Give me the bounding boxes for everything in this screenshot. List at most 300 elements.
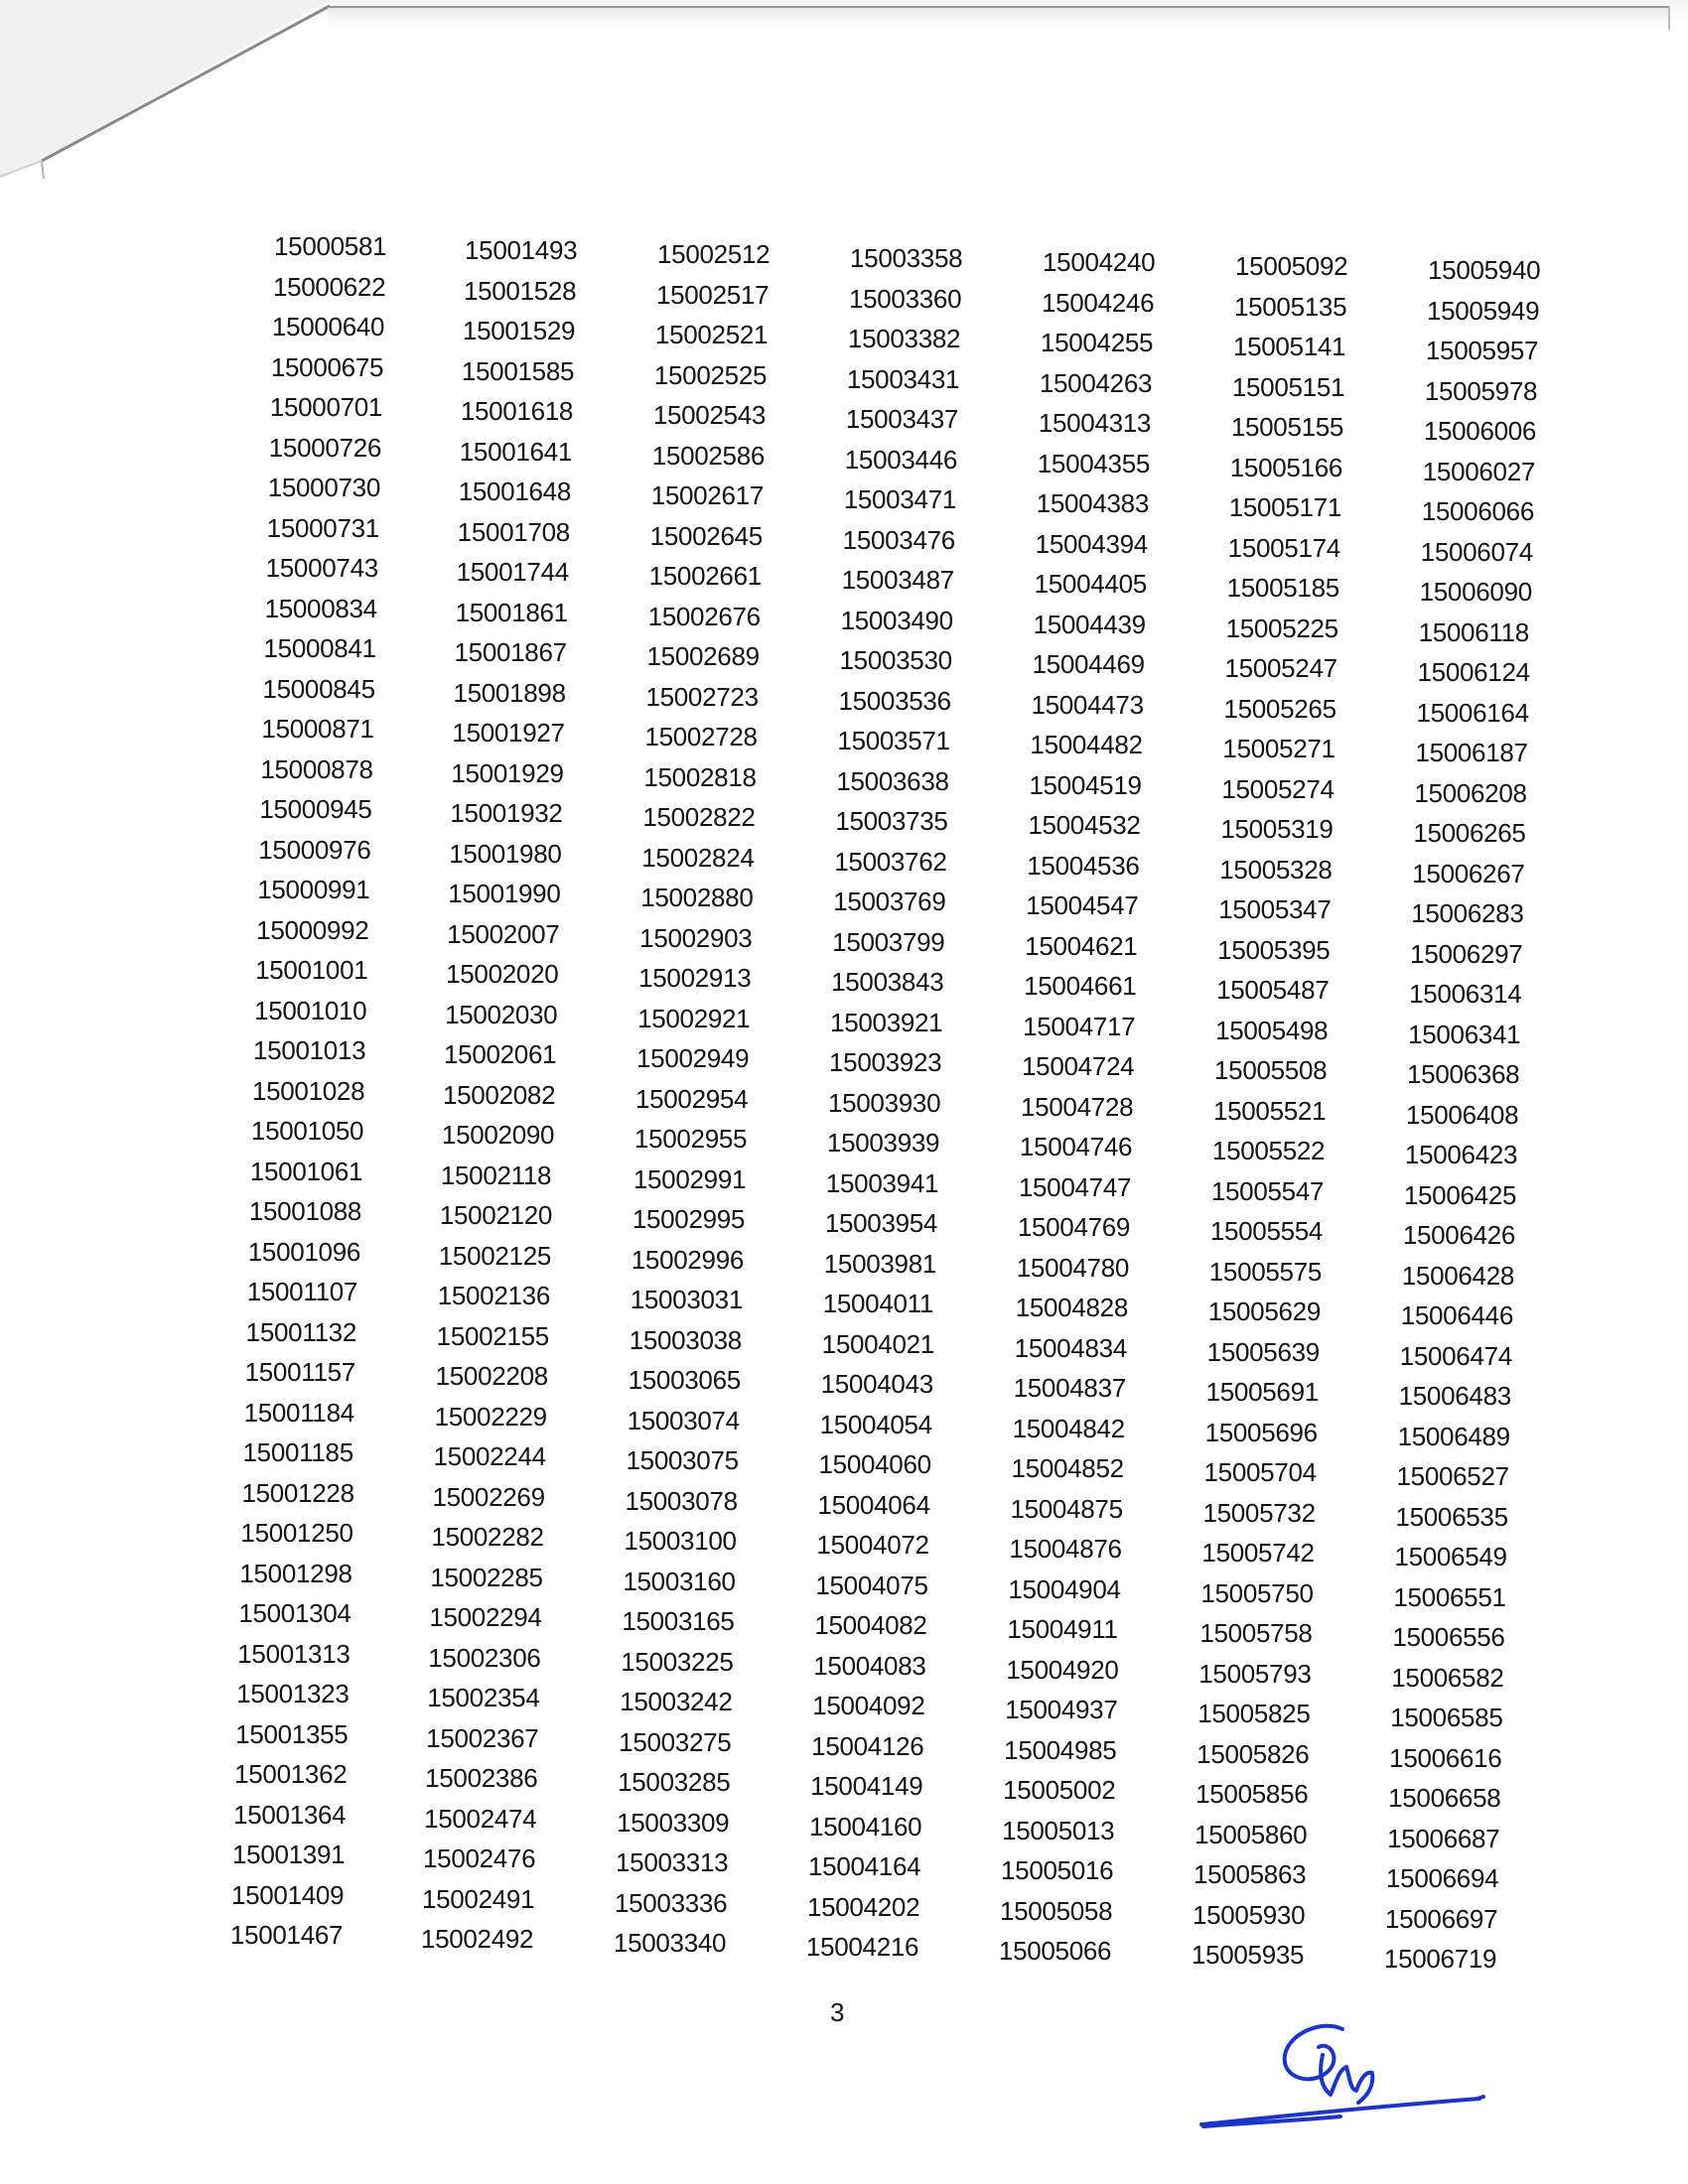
roll-number: 15002285 (430, 1562, 543, 1592)
roll-number: 15002282 (431, 1522, 544, 1552)
roll-number: 15005002 (1003, 1775, 1116, 1805)
roll-number: 15000945 (259, 794, 372, 824)
roll-number: 15004837 (1013, 1373, 1126, 1403)
roll-number: 15005750 (1200, 1577, 1314, 1608)
roll-number: 15001529 (462, 316, 576, 345)
roll-number: 15004937 (1005, 1695, 1118, 1724)
roll-number: 15002476 (423, 1843, 536, 1873)
roll-number: 15002996 (631, 1244, 745, 1275)
roll-number: 15005691 (1205, 1377, 1319, 1407)
roll-number: 15002954 (634, 1083, 749, 1114)
roll-number: 15003939 (826, 1128, 940, 1158)
roll-number: 15004911 (1007, 1614, 1118, 1644)
number-column-4 (805, 0, 989, 2085)
roll-number: 15006164 (1416, 697, 1529, 728)
roll-number: 15004920 (1006, 1654, 1119, 1685)
roll-number: 15006265 (1413, 818, 1526, 848)
roll-number: 15002586 (651, 440, 766, 471)
roll-number: 15003358 (850, 243, 963, 273)
roll-number: 15005547 (1210, 1175, 1325, 1206)
roll-number: 15004064 (817, 1489, 930, 1520)
roll-number: 15000622 (272, 271, 386, 302)
roll-number: 15006423 (1404, 1140, 1518, 1169)
roll-number: 15004519 (1029, 769, 1142, 800)
roll-number: 15001088 (248, 1196, 362, 1226)
roll-number: 15003065 (628, 1365, 741, 1395)
roll-number: 15001013 (253, 1035, 366, 1065)
roll-number: 15004439 (1033, 609, 1146, 639)
roll-number: 15003160 (623, 1566, 736, 1596)
number-column-1 (229, 0, 413, 2085)
roll-number: 15002995 (632, 1204, 746, 1234)
roll-number: 15004149 (810, 1771, 923, 1801)
roll-number: 15006066 (1421, 496, 1534, 526)
roll-number: 15004780 (1016, 1252, 1130, 1283)
roll-number: 15006658 (1388, 1783, 1501, 1813)
roll-number: 15003487 (841, 565, 954, 595)
roll-number: 15005013 (1002, 1815, 1115, 1845)
roll-number: 15006027 (1422, 456, 1536, 486)
roll-number: 15002020 (446, 959, 559, 989)
handwritten-signature (1192, 1995, 1489, 2144)
roll-number: 15001157 (244, 1357, 355, 1387)
roll-number: 15000976 (258, 834, 371, 865)
roll-number: 15004263 (1039, 367, 1153, 398)
roll-number: 15004126 (811, 1730, 924, 1761)
roll-number: 15002061 (444, 1039, 557, 1069)
roll-number: 15001355 (235, 1718, 349, 1749)
roll-number: 15002120 (439, 1200, 553, 1230)
roll-number: 15004164 (808, 1851, 921, 1881)
roll-number: 15004875 (1010, 1493, 1123, 1524)
roll-number: 15003360 (848, 283, 962, 314)
roll-number: 15001493 (465, 235, 578, 265)
roll-number: 15002367 (426, 1722, 539, 1753)
roll-number: 15003941 (825, 1167, 939, 1198)
roll-number: 15001708 (457, 516, 570, 547)
roll-number: 15004313 (1038, 408, 1152, 438)
roll-number: 15005732 (1202, 1497, 1316, 1528)
roll-number: 15004216 (805, 1932, 919, 1962)
roll-number: 15005395 (1217, 934, 1331, 965)
roll-number: 15005978 (1424, 375, 1538, 406)
roll-number: 15005155 (1230, 412, 1344, 442)
roll-number: 15001929 (451, 757, 564, 788)
roll-number: 15004355 (1037, 448, 1151, 478)
roll-number: 15001990 (448, 879, 561, 908)
roll-number: 15003843 (831, 967, 944, 997)
roll-number: 15000834 (264, 593, 377, 623)
roll-number: 15004072 (816, 1530, 929, 1560)
roll-number: 15003530 (839, 645, 952, 675)
roll-number: 15002880 (640, 883, 754, 912)
roll-number: 15003571 (837, 726, 950, 755)
roll-number: 15000675 (270, 351, 384, 382)
roll-number: 15002921 (637, 1003, 751, 1033)
roll-number: 15000581 (274, 231, 387, 261)
roll-number: 15002728 (644, 722, 758, 751)
roll-number: 15001409 (230, 1879, 345, 1910)
roll-number: 15004383 (1036, 488, 1149, 518)
roll-number: 15001298 (239, 1558, 352, 1588)
roll-number: 15002030 (445, 999, 558, 1029)
roll-number: 15003075 (626, 1445, 739, 1475)
roll-number: 15004469 (1032, 649, 1145, 679)
number-column-5 (998, 0, 1182, 2085)
roll-number: 15006719 (1383, 1944, 1497, 1974)
roll-number: 15005930 (1192, 1899, 1306, 1930)
roll-number: 15005935 (1191, 1940, 1305, 1970)
roll-number: 15001528 (463, 275, 577, 306)
roll-number: 15002474 (424, 1803, 537, 1834)
roll-number: 15000730 (267, 473, 380, 502)
roll-number: 15002491 (421, 1883, 535, 1914)
roll-number: 15001362 (234, 1759, 348, 1789)
roll-number: 15001898 (453, 677, 566, 708)
roll-number: 15006474 (1399, 1340, 1512, 1371)
roll-number: 15005629 (1207, 1297, 1321, 1326)
roll-number: 15004405 (1034, 569, 1147, 599)
roll-number: 15006090 (1419, 577, 1532, 607)
roll-number: 15004834 (1014, 1332, 1127, 1363)
roll-number: 15004621 (1025, 930, 1138, 961)
roll-number: 15001648 (458, 477, 571, 506)
roll-number: 15003431 (846, 363, 960, 394)
roll-number: 15001061 (249, 1156, 363, 1186)
roll-number: 15005174 (1227, 532, 1340, 563)
roll-number: 15005554 (1209, 1216, 1324, 1246)
roll-number: 15002090 (441, 1120, 555, 1150)
roll-number: 15004717 (1023, 1011, 1136, 1041)
roll-number: 15002824 (641, 842, 755, 873)
roll-number: 15001323 (236, 1679, 350, 1708)
roll-number: 15006006 (1423, 416, 1537, 446)
roll-number: 15002354 (427, 1683, 540, 1712)
roll-number: 15002617 (650, 480, 764, 510)
roll-number: 15000743 (265, 553, 378, 583)
roll-number: 15001184 (243, 1397, 354, 1428)
roll-number: 15001185 (242, 1437, 353, 1467)
roll-number: 15004532 (1028, 810, 1141, 840)
roll-number: 15005696 (1204, 1417, 1318, 1447)
roll-number: 15001744 (456, 557, 569, 587)
roll-number: 15001132 (245, 1316, 357, 1347)
roll-number: 15004011 (822, 1289, 934, 1318)
roll-number: 15006582 (1391, 1662, 1504, 1693)
roll-number: 15003074 (627, 1405, 740, 1435)
roll-number: 15005639 (1206, 1336, 1320, 1367)
roll-number: 15003446 (844, 444, 958, 475)
roll-number: 15004060 (818, 1449, 931, 1479)
roll-number: 15002525 (653, 359, 768, 390)
roll-number: 15003038 (629, 1324, 742, 1355)
roll-number: 15006551 (1393, 1581, 1506, 1612)
roll-number: 15001585 (461, 355, 575, 386)
roll-number: 15006483 (1398, 1381, 1511, 1411)
roll-number: 15002689 (646, 641, 760, 671)
roll-number: 15001028 (251, 1075, 365, 1106)
roll-number: 15006267 (1412, 858, 1525, 888)
roll-number: 15005328 (1219, 854, 1333, 885)
roll-number: 15004852 (1011, 1453, 1124, 1483)
roll-number: 15003769 (833, 887, 946, 916)
roll-number: 15006527 (1396, 1461, 1509, 1491)
roll-number: 15005135 (1233, 291, 1347, 322)
roll-number: 15005949 (1426, 295, 1540, 326)
roll-number: 15005265 (1223, 693, 1336, 724)
roll-number: 15003225 (621, 1646, 734, 1677)
roll-number: 15000731 (266, 512, 379, 543)
roll-number: 15003437 (845, 404, 959, 434)
roll-number: 15003031 (630, 1285, 743, 1314)
roll-number: 15001096 (247, 1236, 361, 1267)
roll-number: 15004043 (820, 1369, 933, 1399)
roll-number: 15005319 (1220, 814, 1334, 844)
roll-number: 15003275 (619, 1726, 732, 1757)
roll-number: 15000841 (263, 633, 376, 663)
roll-number: 15003762 (834, 846, 947, 877)
roll-number: 15006368 (1407, 1059, 1520, 1089)
roll-number: 15006341 (1408, 1019, 1521, 1049)
page-number: 3 (830, 1997, 845, 2027)
roll-number: 15000726 (268, 432, 382, 463)
roll-number: 15006446 (1400, 1300, 1513, 1330)
roll-number: 15003336 (614, 1887, 728, 1918)
roll-number: 15004054 (819, 1409, 932, 1439)
roll-number: 15005957 (1425, 336, 1539, 365)
roll-number: 15001304 (238, 1598, 352, 1628)
roll-number: 15003490 (840, 605, 953, 635)
roll-number: 15001867 (454, 637, 567, 667)
roll-number: 15005151 (1231, 371, 1345, 402)
roll-number: 15003309 (617, 1807, 730, 1838)
roll-number: 15001980 (449, 838, 562, 869)
roll-number: 15001861 (455, 597, 568, 627)
roll-number: 15002676 (647, 601, 761, 631)
roll-number: 15005825 (1197, 1699, 1311, 1728)
roll-number: 15000992 (256, 914, 369, 945)
roll-number: 15002118 (440, 1160, 552, 1190)
roll-number: 15004394 (1035, 528, 1148, 559)
roll-number: 15003923 (829, 1047, 942, 1077)
roll-number: 15002903 (639, 922, 753, 953)
roll-number: 15003382 (847, 324, 961, 353)
roll-number: 15005247 (1224, 653, 1337, 683)
roll-number: 15002492 (420, 1924, 534, 1954)
roll-number: 15005856 (1196, 1779, 1309, 1809)
roll-number: 15000845 (262, 673, 375, 704)
roll-number: 15004769 (1017, 1212, 1131, 1242)
roll-number: 15006314 (1409, 979, 1522, 1009)
roll-number: 15006074 (1420, 536, 1533, 567)
roll-number: 15003930 (827, 1087, 941, 1118)
roll-number: 15001641 (459, 436, 573, 467)
roll-number: 15003954 (824, 1208, 938, 1238)
roll-number: 15005487 (1216, 975, 1330, 1005)
roll-number: 15005058 (999, 1895, 1113, 1926)
roll-number: 15005940 (1428, 255, 1541, 285)
roll-number: 15003921 (830, 1007, 943, 1037)
roll-number: 15006556 (1392, 1622, 1505, 1652)
roll-number: 15003638 (836, 765, 949, 796)
roll-number: 15001050 (250, 1116, 364, 1146)
roll-number: 15006585 (1390, 1703, 1503, 1732)
roll-number: 15001932 (450, 798, 563, 828)
roll-number: 15006408 (1405, 1099, 1519, 1130)
roll-number: 15002512 (657, 239, 771, 269)
roll-number: 15002007 (447, 918, 560, 949)
roll-number: 15000640 (271, 312, 385, 341)
roll-number: 15002306 (428, 1642, 541, 1673)
roll-number: 15004728 (1020, 1091, 1134, 1122)
roll-number: 15002208 (435, 1361, 548, 1391)
roll-number: 15005575 (1208, 1256, 1323, 1287)
roll-number: 15004746 (1019, 1132, 1133, 1161)
roll-number: 15002229 (434, 1401, 547, 1432)
roll-number: 15005860 (1195, 1819, 1308, 1849)
roll-number: 15006697 (1384, 1903, 1498, 1934)
roll-number: 15003799 (832, 926, 945, 957)
roll-number: 15001927 (452, 718, 565, 748)
roll-number: 15002125 (438, 1240, 552, 1271)
roll-number: 15005508 (1214, 1055, 1328, 1085)
roll-number: 15005185 (1226, 573, 1339, 603)
roll-number: 15006616 (1389, 1742, 1502, 1773)
roll-number: 15002955 (633, 1124, 748, 1154)
roll-number: 15002818 (643, 761, 757, 792)
roll-number: 15001001 (255, 955, 368, 985)
number-column-3 (613, 0, 796, 2085)
roll-number: 15000871 (261, 714, 374, 744)
roll-number: 15005522 (1211, 1136, 1326, 1165)
roll-number: 15004092 (812, 1691, 925, 1720)
roll-number: 15004876 (1009, 1534, 1122, 1564)
roll-number: 15006118 (1418, 616, 1529, 647)
number-column-7 (1383, 0, 1567, 2085)
roll-number: 15004246 (1041, 287, 1155, 318)
roll-number: 15004724 (1022, 1051, 1135, 1081)
roll-number: 15001313 (237, 1638, 351, 1669)
roll-number: 15005171 (1228, 492, 1341, 522)
roll-number: 15006425 (1403, 1179, 1517, 1210)
roll-number: 15003735 (835, 806, 948, 836)
roll-number: 15005066 (998, 1936, 1112, 1966)
roll-number: 15002521 (654, 320, 769, 349)
roll-number: 15003340 (613, 1928, 727, 1958)
roll-number: 15005271 (1222, 734, 1336, 763)
roll-number: 15000878 (260, 753, 373, 784)
roll-number: 15005742 (1201, 1538, 1315, 1568)
number-column-2 (420, 0, 604, 2085)
roll-number: 15004842 (1012, 1413, 1125, 1443)
roll-number: 15002294 (429, 1602, 542, 1632)
roll-number: 15004828 (1015, 1293, 1128, 1322)
roll-number: 15004160 (809, 1811, 922, 1842)
roll-number: 15003471 (843, 484, 956, 514)
roll-number: 15004083 (813, 1650, 926, 1681)
roll-number: 15006428 (1401, 1260, 1515, 1291)
roll-number: 15004082 (814, 1610, 927, 1640)
roll-number: 15001107 (246, 1277, 358, 1306)
roll-number: 15004536 (1027, 850, 1140, 881)
roll-number: 15000991 (257, 875, 370, 904)
roll-number: 15004482 (1030, 730, 1143, 759)
roll-number: 15004240 (1043, 247, 1156, 277)
roll-number: 15006208 (1414, 777, 1527, 808)
roll-number: 15002949 (636, 1043, 750, 1073)
roll-number: 15003536 (838, 685, 951, 716)
roll-number: 15001228 (241, 1477, 354, 1508)
roll-number: 15002822 (642, 802, 756, 832)
roll-number: 15006489 (1397, 1421, 1510, 1451)
roll-number: 15001467 (229, 1920, 344, 1950)
roll-number: 15005016 (1001, 1855, 1114, 1885)
roll-number: 15003165 (622, 1606, 735, 1636)
roll-number: 15003100 (624, 1526, 737, 1556)
roll-number: 15005225 (1225, 613, 1338, 643)
roll-number: 15002517 (655, 279, 770, 310)
roll-number: 15004075 (815, 1570, 928, 1600)
roll-number: 15006687 (1387, 1823, 1500, 1853)
roll-number: 15005141 (1232, 332, 1346, 361)
roll-number: 15005863 (1194, 1859, 1307, 1889)
roll-number: 15003242 (620, 1687, 733, 1716)
roll-number: 15004202 (806, 1891, 920, 1922)
roll-number: 15006549 (1394, 1542, 1507, 1571)
roll-number: 15003476 (842, 524, 955, 555)
roll-number: 15005758 (1199, 1618, 1313, 1648)
roll-number: 15002155 (436, 1320, 549, 1351)
roll-number: 15002543 (652, 400, 767, 430)
roll-number: 15002082 (442, 1079, 556, 1110)
roll-number: 15003313 (616, 1847, 729, 1877)
roll-number: 15002991 (633, 1163, 747, 1194)
roll-number: 15005793 (1198, 1658, 1312, 1689)
roll-number: 15002244 (433, 1441, 546, 1471)
roll-number: 15001364 (233, 1799, 347, 1830)
roll-number: 15004661 (1024, 971, 1137, 1001)
roll-number: 15001010 (254, 995, 367, 1025)
roll-number: 15005498 (1215, 1015, 1329, 1045)
roll-number: 15006283 (1411, 898, 1524, 928)
roll-number: 15001250 (240, 1518, 353, 1548)
roll-number: 15005521 (1212, 1095, 1327, 1126)
roll-number: 15004473 (1031, 689, 1144, 720)
roll-number: 15006694 (1386, 1863, 1499, 1893)
roll-number: 15003285 (618, 1767, 731, 1797)
roll-number: 15002269 (432, 1481, 545, 1512)
roll-number: 15004021 (821, 1328, 934, 1359)
number-column-6 (1191, 0, 1374, 2085)
roll-number: 15000701 (269, 392, 383, 422)
roll-number: 15004547 (1026, 890, 1139, 920)
roll-number: 15002913 (638, 963, 752, 993)
roll-number: 15002723 (645, 681, 759, 712)
roll-number: 15005347 (1218, 894, 1332, 924)
roll-number: 15005092 (1235, 251, 1348, 281)
roll-number: 15006297 (1410, 938, 1523, 969)
roll-number: 15005166 (1229, 452, 1343, 482)
roll-number: 15003078 (625, 1485, 738, 1516)
roll-number: 15004747 (1018, 1171, 1132, 1202)
roll-number: 15001391 (232, 1840, 346, 1869)
roll-number: 15005274 (1221, 773, 1335, 804)
roll-number: 15002645 (649, 520, 763, 551)
roll-number: 15001618 (460, 396, 574, 426)
roll-number: 15002661 (648, 561, 762, 591)
roll-number: 15005826 (1196, 1738, 1310, 1769)
roll-number: 15006535 (1395, 1501, 1508, 1532)
